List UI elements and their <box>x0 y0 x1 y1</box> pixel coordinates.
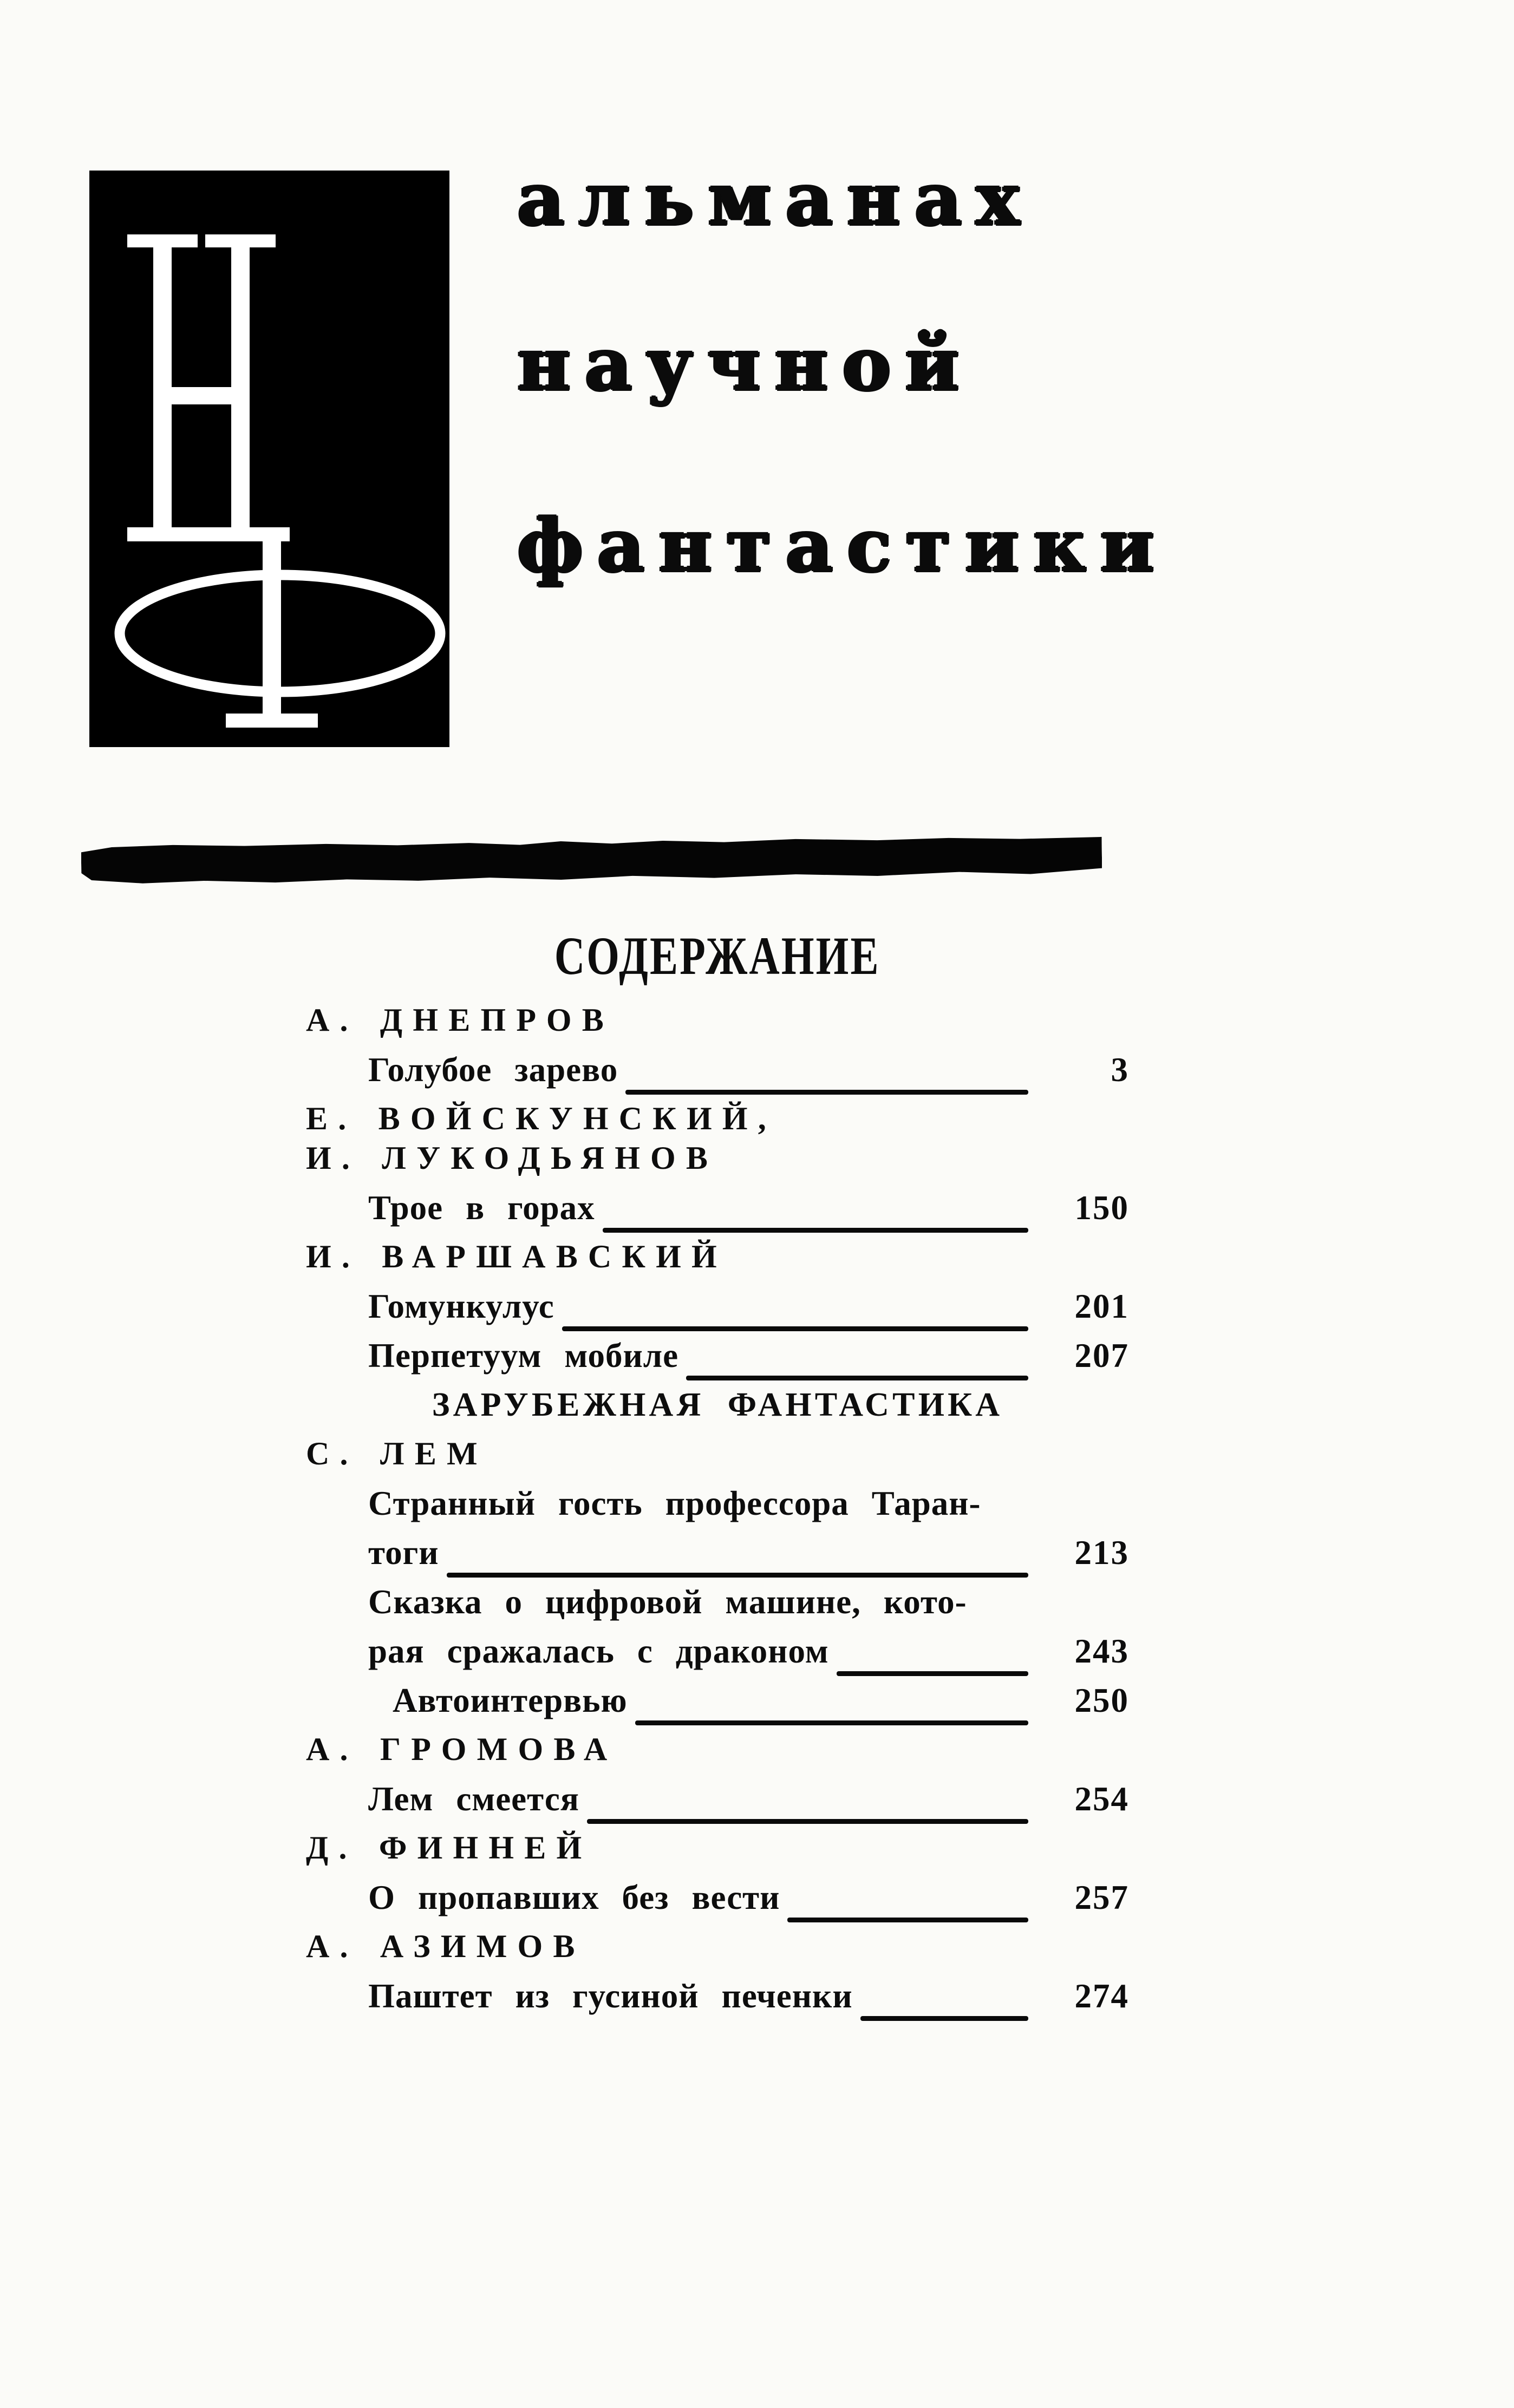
page-number: 254 <box>1074 1780 1129 1818</box>
toc-author-name: И. ЛУКОДЬЯНОВ <box>306 1140 719 1176</box>
toc-entry-title: Голубое зарево <box>368 1051 618 1089</box>
nf-logo <box>89 171 449 747</box>
toc-row-author <box>306 1930 1129 1979</box>
letter-f-bottom-serif <box>226 714 318 728</box>
toc-row-item <box>306 1979 1129 2029</box>
toc-row-author <box>306 1437 1129 1487</box>
toc-entry-title: Сказка о цифровой машине, кото- <box>368 1583 967 1621</box>
leader-line <box>587 1819 1028 1824</box>
masthead-word-fantastiki: фантастики <box>517 502 1169 588</box>
leader-line <box>860 2016 1028 2021</box>
nf-logo-graphic <box>89 171 449 747</box>
page-number: 201 <box>1074 1287 1129 1325</box>
toc-entry-title: Лем смеется <box>368 1780 579 1818</box>
leader-line <box>603 1228 1028 1233</box>
contents-heading-wrap <box>306 926 1129 986</box>
toc-entry-title: Гомункулус <box>368 1287 554 1325</box>
page-number: 150 <box>1074 1189 1129 1227</box>
page-number: 207 <box>1074 1337 1129 1375</box>
page-number: 3 <box>1111 1051 1129 1089</box>
toc-row-item <box>306 1782 1129 1831</box>
toc-row-author <box>306 1240 1129 1290</box>
leader-line <box>447 1573 1028 1578</box>
toc-entry-title: Трое в горах <box>368 1189 595 1227</box>
toc-row-item <box>306 1339 1129 1388</box>
toc-list <box>306 1004 1129 2029</box>
leader-line <box>635 1720 1028 1725</box>
toc-author-name: Е. ВОЙСКУНСКИЙ, <box>306 1101 776 1136</box>
toc-row-author <box>306 1733 1129 1782</box>
page-number: 250 <box>1074 1681 1129 1719</box>
toc-entry-title: Странный гость профессора Таран- <box>368 1484 981 1522</box>
toc-entry-title: Паштет из гусиной печенки <box>368 1977 853 2015</box>
toc-author-name: А. ДНЕПРОВ <box>306 1002 614 1038</box>
toc-entry-title: О пропавших без вести <box>368 1879 780 1916</box>
toc-row-item <box>306 1536 1129 1585</box>
leader-line <box>562 1326 1028 1331</box>
toc-row-section <box>306 1388 1129 1437</box>
toc-row-item <box>306 1191 1129 1240</box>
toc-row-author-cont <box>306 1142 1129 1191</box>
toc-author-name: И. ВАРШАВСКИЙ <box>306 1239 727 1274</box>
toc-section-title: ЗАРУБЕЖНАЯ ФАНТАСТИКА <box>432 1386 1003 1423</box>
toc-entry-title: тоги <box>368 1534 439 1572</box>
toc-row-text <box>306 1585 1129 1634</box>
toc-entry-title: Автоинтервью <box>393 1681 628 1719</box>
divider-bar <box>81 835 1102 885</box>
toc-row-author <box>306 1831 1129 1881</box>
toc-entry-title: рая сражалась с драконом <box>368 1632 829 1670</box>
toc-row-item <box>306 1287 1129 1339</box>
toc-row-item-in <box>306 1681 1129 1733</box>
page-number: 257 <box>1074 1879 1129 1916</box>
toc-row-item <box>306 1881 1129 1930</box>
toc-row-text <box>306 1484 1129 1536</box>
toc-row-item <box>306 1634 1129 1684</box>
masthead-word-nauchnoy: научной <box>517 321 974 407</box>
leader-line <box>837 1671 1028 1676</box>
letter-n-crossbar <box>153 387 250 404</box>
leader-line <box>625 1090 1028 1095</box>
toc-row-item <box>306 1053 1129 1102</box>
leader-line <box>787 1918 1028 1922</box>
letter-f-stem <box>263 527 281 728</box>
toc-entry-title: Перпетуум мобиле <box>368 1337 679 1375</box>
leader-line <box>686 1376 1028 1380</box>
contents-heading: СОДЕРЖАНИЕ <box>554 926 880 986</box>
toc-author-name: Д. ФИННЕЙ <box>306 1830 592 1866</box>
toc-author-name: А. ГРОМОВА <box>306 1731 618 1767</box>
toc-author-name: С. ЛЕМ <box>306 1436 488 1471</box>
page-number: 213 <box>1074 1534 1129 1572</box>
page-number: 274 <box>1074 1977 1129 2015</box>
masthead-word-almanac: альманах <box>517 156 1034 242</box>
page-number: 243 <box>1074 1632 1129 1670</box>
toc-author-name: А. АЗИМОВ <box>306 1928 585 1964</box>
toc-row-author <box>306 1004 1129 1053</box>
